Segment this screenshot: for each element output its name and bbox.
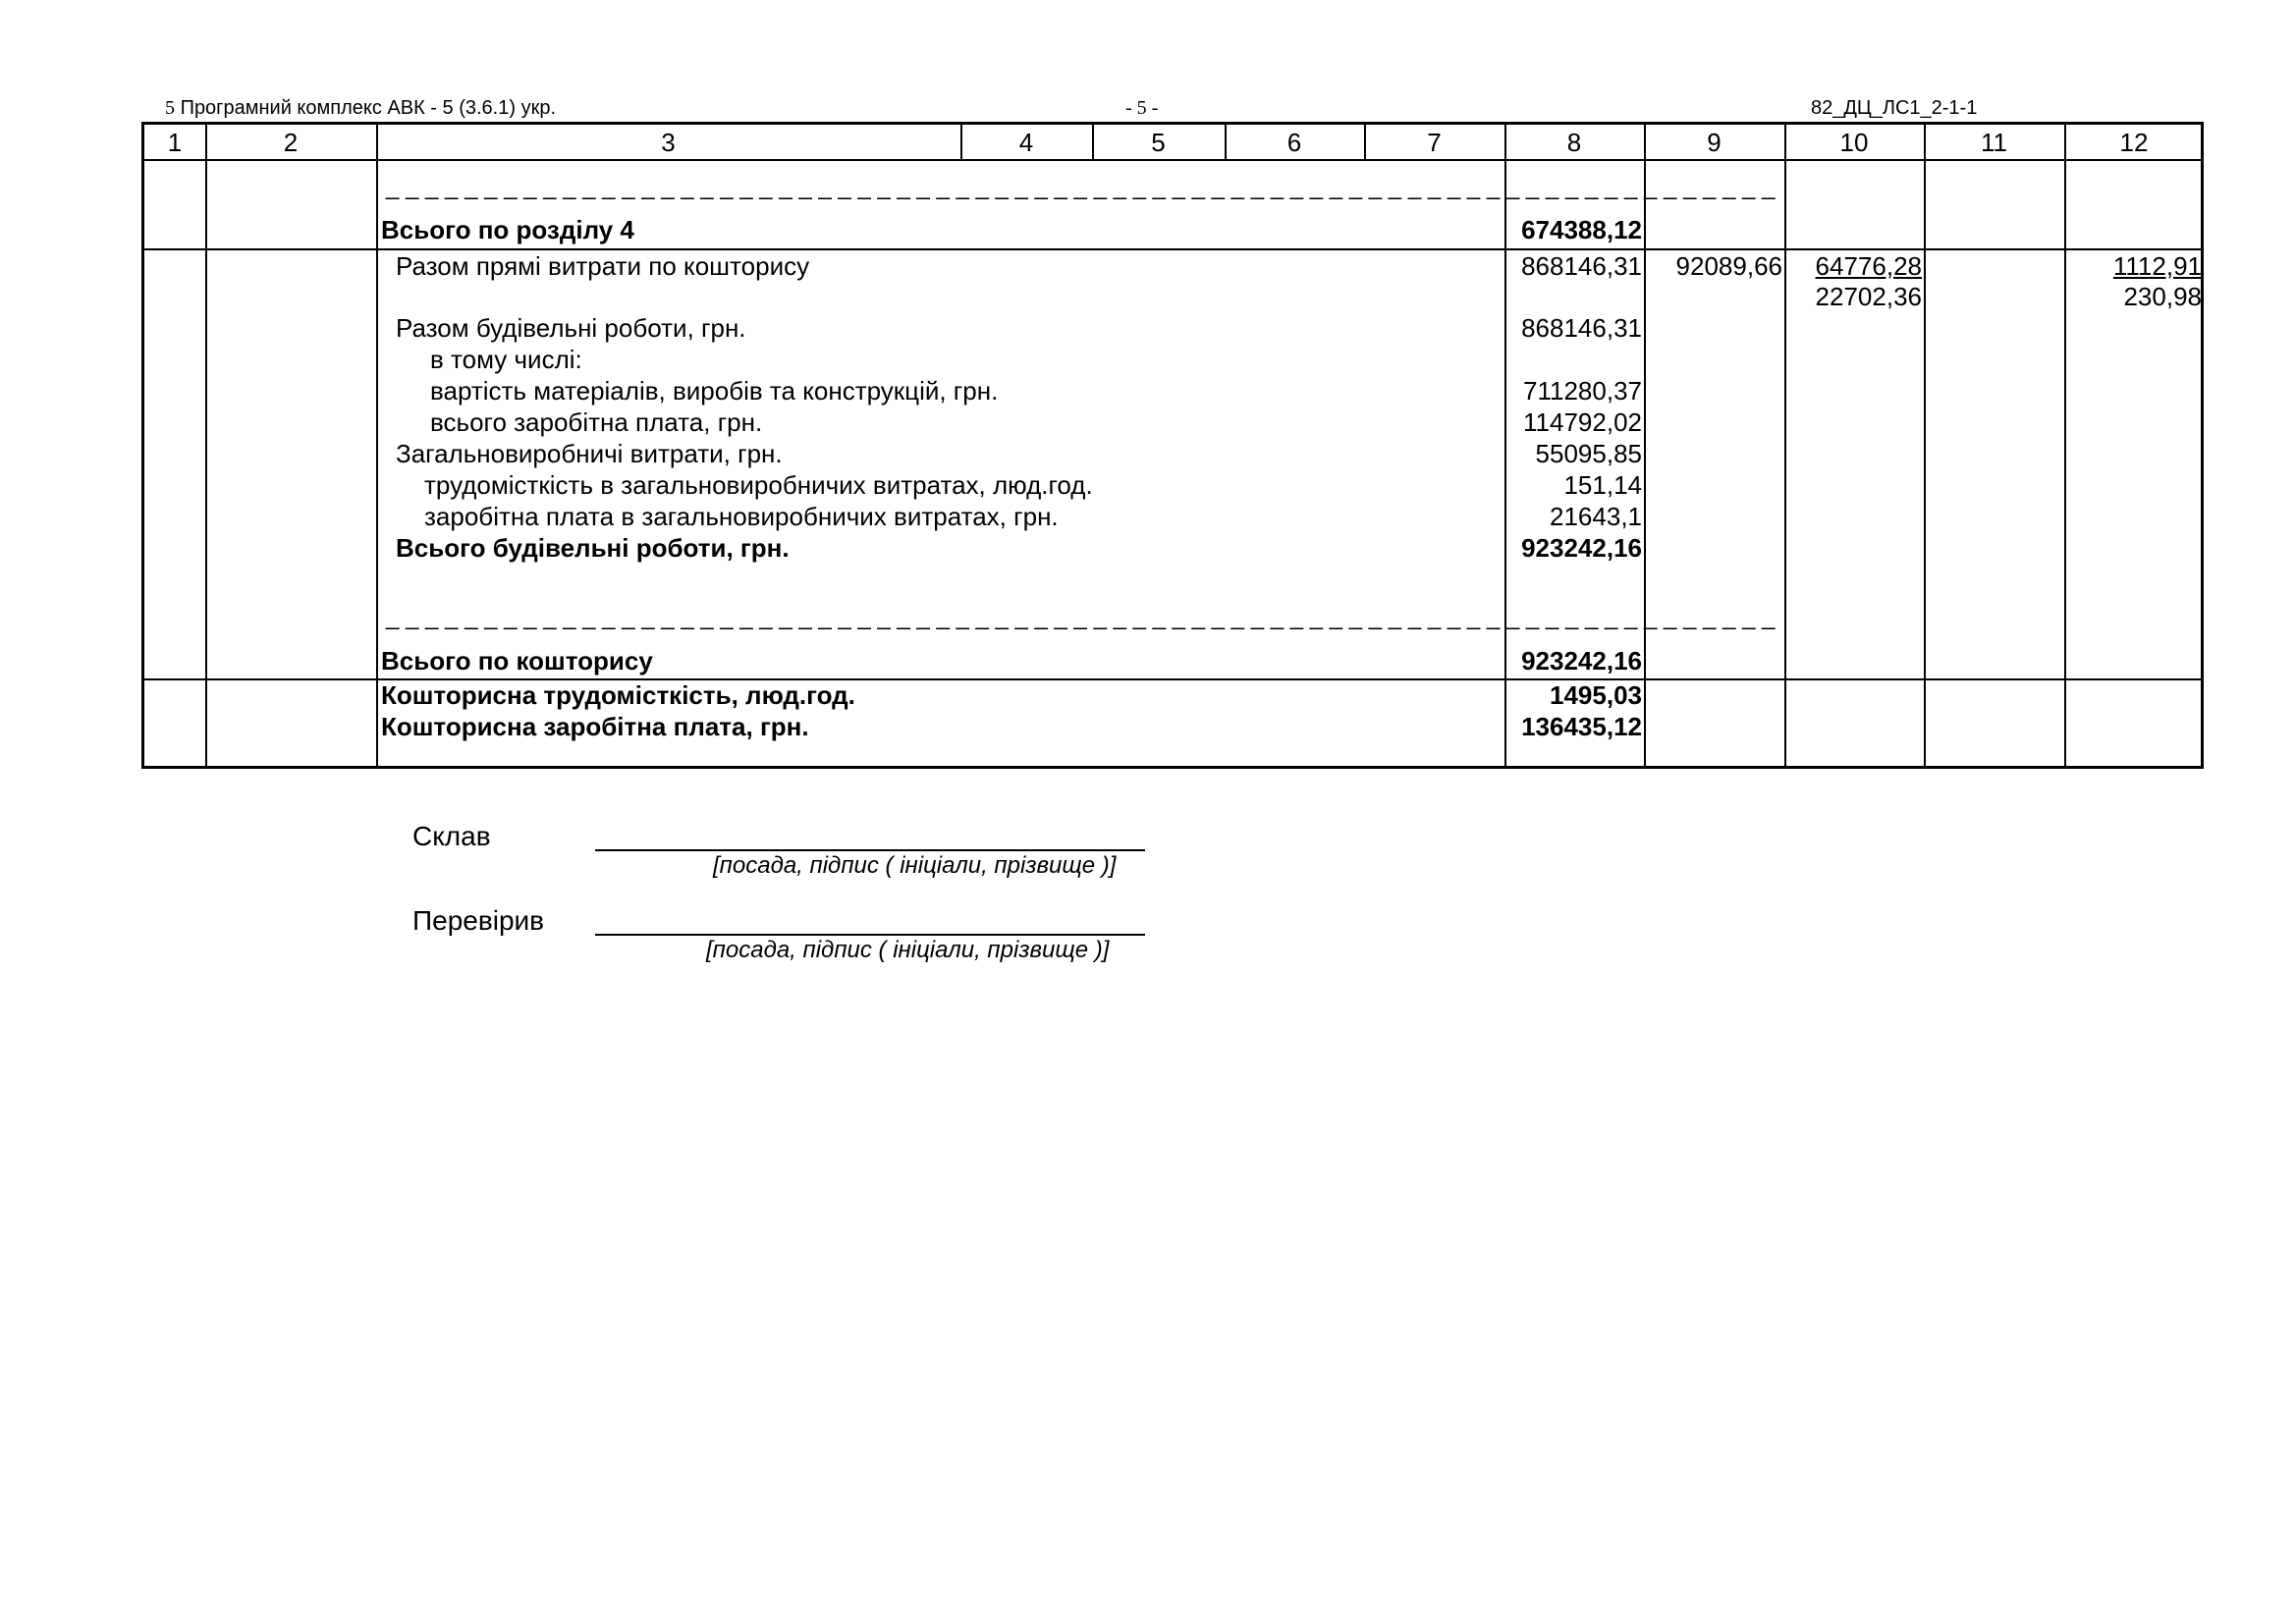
document-code: 82_ДЦ_ЛС1_2-1-1 [1811, 97, 1978, 119]
col-header-3: 3 [661, 128, 676, 157]
col-divider [1784, 125, 1786, 766]
total-estimate-value: 923242,16 [1521, 646, 1642, 676]
overhead-labor-label: трудомісткість в загальновиробничих витратах, люд.год. [424, 470, 1093, 500]
overhead-wages-value: 21643,1 [1550, 502, 1642, 531]
col-header-10: 10 [1839, 128, 1869, 157]
direct-costs-label: Разом прямі витрати по кошторису [396, 251, 810, 281]
page-number: - 5 - [1125, 97, 1159, 119]
header-page-small: 5 [165, 97, 175, 119]
estimated-wage-label: Кошторисна заробітна плата, грн. [381, 712, 809, 741]
overhead-wages-label: заробітна плата в загальновиробничих витратах, грн. [424, 502, 1059, 531]
direct-costs-col12-a: 1112,91 [2112, 251, 2202, 281]
checked-by-note: [посада, підпис ( ініціали, прізвище )] [706, 937, 1110, 963]
estimated-labor-value: 1495,03 [1550, 680, 1642, 710]
col-header-1: 1 [167, 128, 183, 157]
program-name: Програмний комплекс АВК - 5 (3.6.1) укр. [180, 97, 556, 119]
direct-costs-col8: 868146,31 [1521, 251, 1642, 281]
checked-by-signature-line [595, 934, 1145, 936]
col-header-5: 5 [1151, 128, 1166, 157]
wages-label: всього заробітна плата, грн. [430, 407, 763, 437]
total-build-value: 923242,16 [1521, 533, 1642, 563]
col-header-12: 12 [2119, 128, 2149, 157]
overhead-labor-value: 151,14 [1563, 470, 1642, 500]
col-header-11: 11 [1981, 128, 2007, 157]
header-rule [144, 159, 2201, 161]
overhead-value: 55095,85 [1535, 439, 1642, 468]
col-divider [1924, 125, 1926, 766]
materials-label: вартість матеріалів, виробів та конструкцій, грн. [430, 376, 999, 406]
compiled-by-label: Склав [412, 821, 491, 851]
col-header-7: 7 [1427, 128, 1442, 157]
total-estimate-label: Всього по кошторису [381, 646, 653, 676]
col-header-4: 4 [1018, 128, 1034, 157]
col-header-9: 9 [1707, 128, 1722, 157]
estimated-labor-label: Кошторисна трудомісткість, люд.год. [381, 680, 855, 710]
section4-total-label: Всього по розділу 4 [381, 215, 634, 244]
col-header-2: 2 [283, 128, 299, 157]
program-header [165, 96, 556, 120]
overhead-label: Загальновиробничі витрати, грн. [396, 439, 783, 468]
direct-costs-col12-b: 230,98 [2123, 282, 2202, 311]
direct-costs-col10-a: 64776,28 [1815, 251, 1922, 281]
col-header-6: 6 [1286, 128, 1302, 157]
col-divider [376, 125, 378, 766]
direct-costs-col9: 92089,66 [1675, 251, 1782, 281]
including-label: в тому числі: [430, 345, 582, 374]
dash-separator: _ _ _ _ _ _ _ _ _ _ _ _ _ _ _ _ _ _ _ _ _ _ _ _ _ _ _ _ _ _ _ _ _ _ _ _ _ _ _ _ _ _ _ _ _ _ _ _ _ _ _ _ _ _ _ _ _ _ _ _ _ _ _ _ _ _ _ _ _ _ _ [386, 604, 1776, 630]
compiled-by-note: [посада, підпис ( ініціали, прізвище )] [713, 852, 1117, 879]
direct-costs-col10-b: 22702,36 [1815, 282, 1922, 311]
build-works-label: Разом будівельні роботи, грн. [396, 313, 746, 343]
col-divider [2064, 125, 2066, 766]
materials-value: 711280,37 [1523, 376, 1642, 406]
col-divider [205, 125, 207, 766]
compiled-by-signature-line [595, 849, 1145, 851]
dash-separator: _ _ _ _ _ _ _ _ _ _ _ _ _ _ _ _ _ _ _ _ _ _ _ _ _ _ _ _ _ _ _ _ _ _ _ _ _ _ _ _ _ _ _ _ _ _ _ _ _ _ _ _ _ _ _ _ _ _ _ _ _ _ _ _ _ _ _ _ _ _ _ [386, 174, 1776, 200]
estimate-table [141, 122, 2204, 769]
build-works-value: 868146,31 [1521, 313, 1642, 343]
total-build-label: Всього будівельні роботи, грн. [396, 533, 790, 563]
estimated-wage-value: 136435,12 [1521, 712, 1642, 741]
checked-by-label: Перевірив [412, 905, 545, 936]
col-divider [1644, 125, 1646, 766]
col-header-8: 8 [1566, 128, 1582, 157]
wages-value: 114792,02 [1523, 407, 1642, 437]
section4-total-value: 674388,12 [1521, 215, 1642, 244]
